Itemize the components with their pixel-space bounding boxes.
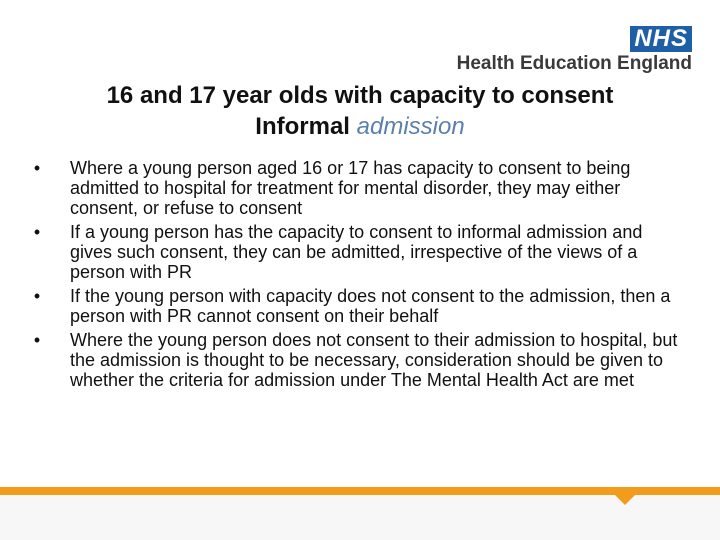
bullet-icon: • <box>33 330 41 350</box>
title-line-2 <box>0 111 720 142</box>
footer-area <box>0 495 720 540</box>
footer-notch-icon <box>614 494 636 505</box>
list-item <box>30 330 680 390</box>
slide-title <box>0 80 720 142</box>
bullet-text: If the young person with capacity does not consent to the admission, then a person with PR cannot consent on their behalf <box>70 286 671 326</box>
bullet-text: Where the young person does not consent to their admission to hospital, but the admission is thought to be necessary, consideration should be given to whether the criteria for admission under The Mental Health Act are met <box>70 330 678 390</box>
bullet-list <box>30 158 680 394</box>
bullet-icon: • <box>33 286 41 306</box>
list-item <box>30 158 680 218</box>
list-item <box>30 222 680 282</box>
list-item <box>30 286 680 326</box>
bullet-text: If a young person has the capacity to consent to informal admission and gives such consent, they can be admitted, irrespective of the views of a person with PR <box>70 222 643 282</box>
nhs-logo-mark: NHS <box>630 26 692 52</box>
bullet-icon: • <box>33 158 41 178</box>
footer-accent-bar <box>0 487 720 495</box>
title-line-1: 16 and 17 year olds with capacity to consent <box>106 82 614 109</box>
title-line-2-plain: Informal <box>255 113 350 140</box>
title-line-2-accent: admission <box>356 113 465 140</box>
bullet-text: Where a young person aged 16 or 17 has capacity to consent to being admitted to hospital for treatment for mental disorder, they may either consent, or refuse to consent <box>70 158 631 218</box>
org-name: Health Education England <box>456 53 692 74</box>
nhs-hee-logo <box>442 26 692 76</box>
bullet-icon: • <box>33 222 41 242</box>
